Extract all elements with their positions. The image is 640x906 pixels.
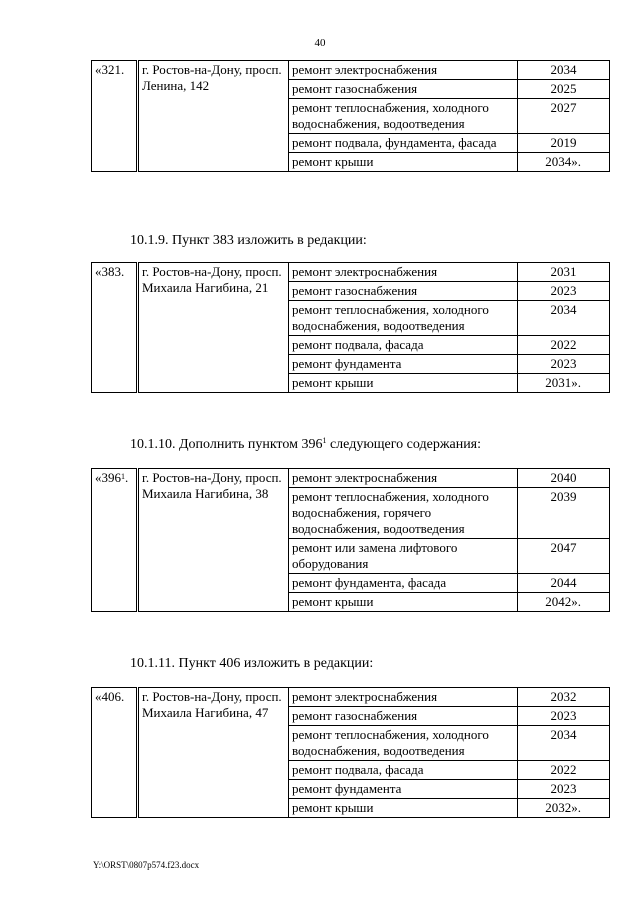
- work-year: 2032».: [518, 799, 610, 818]
- work-year: 2022: [518, 761, 610, 780]
- work-item: ремонт фундамента: [289, 355, 518, 374]
- work-item: ремонт крыши: [289, 153, 518, 172]
- work-year: 2032: [518, 688, 610, 707]
- entry-address: г. Ростов-на-Дону, просп. Михаила Нагибина, 47: [138, 688, 289, 818]
- work-year: 2023: [518, 780, 610, 799]
- work-item: ремонт электроснабжения: [289, 469, 518, 488]
- work-year: 2025: [518, 80, 610, 99]
- work-year: 2031: [518, 263, 610, 282]
- work-item: ремонт газоснабжения: [289, 80, 518, 99]
- work-item: ремонт фундамента, фасада: [289, 574, 518, 593]
- work-item: ремонт электроснабжения: [289, 688, 518, 707]
- entry-address: г. Ростов-на-Дону, просп. Михаила Нагибина, 38: [138, 469, 289, 612]
- work-item: ремонт газоснабжения: [289, 282, 518, 301]
- work-item: ремонт фундамента: [289, 780, 518, 799]
- entry-number: «383.: [92, 263, 138, 393]
- work-item: ремонт электроснабжения: [289, 61, 518, 80]
- entry-address: г. Ростов-на-Дону, просп. Ленина, 142: [138, 61, 289, 172]
- paragraph-10-1-10: 10.1.10. Дополнить пунктом $396^1$ следующего содержания:: [130, 436, 482, 452]
- work-item: ремонт газоснабжения: [289, 707, 518, 726]
- work-item: ремонт теплоснабжения, холодного водоснабжения, водоотведения: [289, 726, 518, 761]
- entry-table-406: [91, 687, 610, 818]
- work-year: 2027: [518, 99, 610, 134]
- work-item: ремонт электроснабжения: [289, 263, 518, 282]
- entry-table-396-1: [91, 468, 610, 612]
- work-year: 2023: [518, 707, 610, 726]
- paragraph-10-1-11: 10.1.11. Пункт 406 изложить в редакции:: [130, 656, 374, 671]
- work-year: 2022: [518, 336, 610, 355]
- entry-number: «406.: [92, 688, 138, 818]
- work-year: 2044: [518, 574, 610, 593]
- entry-number: «321.: [92, 61, 138, 172]
- work-item: ремонт подвала, фундамента, фасада: [289, 134, 518, 153]
- work-item: ремонт теплоснабжения, холодного водоснабжения, горячего водоснабжения, водоотведения: [289, 488, 518, 539]
- work-item: ремонт или замена лифтового оборудования: [289, 539, 518, 574]
- work-item: ремонт крыши: [289, 374, 518, 393]
- paragraph-10-1-9: 10.1.9. Пункт 383 изложить в редакции:: [130, 233, 367, 248]
- entry-address: г. Ростов-на-Дону, просп. Михаила Нагибина, 21: [138, 263, 289, 393]
- work-item: ремонт подвала, фасада: [289, 761, 518, 780]
- work-year: 2034: [518, 61, 610, 80]
- work-year: 2023: [518, 355, 610, 374]
- entry-number: «$396^1$.: [92, 469, 138, 612]
- footer-file-path: Y:\ORST\0807p574.f23.docx: [93, 860, 200, 870]
- work-year: 2019: [518, 134, 610, 153]
- work-year: 2047: [518, 539, 610, 574]
- entry-table-321: [91, 60, 610, 172]
- work-item: ремонт теплоснабжения, холодного водоснабжения, водоотведения: [289, 99, 518, 134]
- work-year: 2034: [518, 301, 610, 336]
- page-number: 40: [314, 37, 326, 49]
- work-item: ремонт подвала, фасада: [289, 336, 518, 355]
- work-year: 2031».: [518, 374, 610, 393]
- work-year: 2039: [518, 488, 610, 539]
- work-year: 2034».: [518, 153, 610, 172]
- work-item: ремонт крыши: [289, 593, 518, 612]
- entry-table-383: [91, 262, 610, 393]
- work-item: ремонт крыши: [289, 799, 518, 818]
- work-item: ремонт теплоснабжения, холодного водоснабжения, водоотведения: [289, 301, 518, 336]
- work-year: 2042».: [518, 593, 610, 612]
- work-year: 2034: [518, 726, 610, 761]
- work-year: 2040: [518, 469, 610, 488]
- work-year: 2023: [518, 282, 610, 301]
